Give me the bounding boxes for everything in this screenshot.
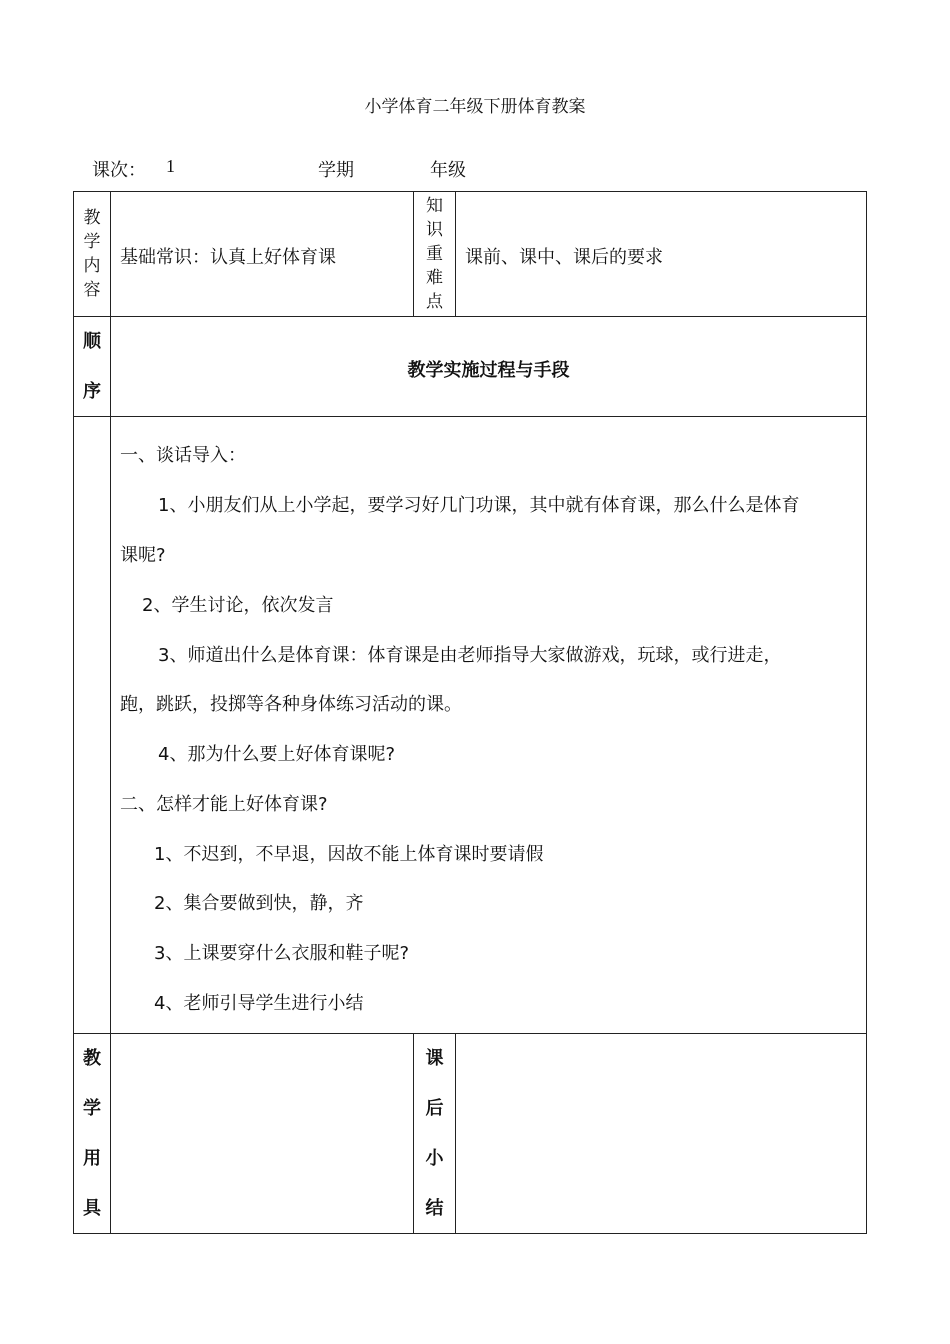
content-label-char: 教 [83, 208, 101, 228]
key-points-label [414, 192, 455, 316]
tools-label-char: 具 [83, 1197, 101, 1219]
body-line: 课呢? [120, 545, 166, 566]
order-label-char: 顺 [83, 330, 101, 352]
process-title: 教学实施过程与手段 [407, 360, 570, 381]
body-line: 1、不迟到，不早退，因故不能上体育课时要请假 [154, 844, 544, 865]
tools-content-cell [111, 1034, 413, 1233]
content-label-char: 学 [83, 232, 101, 252]
lesson-value: 1 [166, 156, 175, 176]
summary-label-char: 结 [425, 1197, 444, 1219]
summary-label-char: 后 [425, 1097, 444, 1119]
content-label-char: 内 [83, 256, 101, 276]
body-line: 3、师道出什么是体育课：体育课是由老师指导大家做游戏，玩球，或行进走， [158, 645, 782, 666]
body-line: 一、谈话导入： [120, 445, 246, 466]
key-points-label-char: 点 [426, 292, 443, 312]
summary-label-char: 小 [425, 1147, 444, 1169]
key-points-label-char: 知 [426, 196, 443, 216]
tools-label-char: 学 [83, 1097, 101, 1119]
content-value: 基础常识：认真上好体育课 [120, 247, 336, 268]
body-line: 2、学生讨论，依次发言 [142, 595, 334, 616]
order-label [74, 317, 110, 416]
content-label-char: 容 [83, 280, 101, 300]
key-points-label-char: 识 [426, 220, 443, 240]
body-line: 跑，跳跃，投掷等各种身体练习活动的课。 [120, 694, 462, 715]
body-line: 3、上课要穿什么衣服和鞋子呢? [154, 943, 410, 964]
tools-label-char: 用 [83, 1147, 101, 1169]
body-line: 4、老师引导学生进行小结 [154, 993, 364, 1014]
summary-label [414, 1034, 455, 1233]
key-points-label-char: 难 [426, 268, 443, 288]
body-line: 1、小朋友们从上小学起，要学习好几门功课，其中就有体育课，那么什么是体育 [158, 495, 800, 516]
term-label: 学期 [318, 160, 354, 181]
body-line: 4、那为什么要上好体育课呢? [158, 744, 396, 765]
summary-content-cell [456, 1034, 866, 1233]
page-title: 小学体育二年级下册体育教案 [364, 97, 586, 117]
tools-label-char: 教 [83, 1047, 101, 1069]
order-label-char: 序 [83, 380, 101, 402]
tools-label [74, 1034, 110, 1233]
key-points-value: 课前、课中、课后的要求 [465, 247, 663, 268]
content-label [74, 192, 110, 316]
lesson-label: 课次： [92, 160, 146, 181]
grade-label: 年级 [430, 160, 466, 181]
body-line: 二、怎样才能上好体育课? [120, 794, 328, 815]
key-points-label-char: 重 [426, 244, 443, 264]
body-line: 2、集合要做到快，静，齐 [154, 893, 364, 914]
summary-label-char: 课 [425, 1047, 444, 1069]
